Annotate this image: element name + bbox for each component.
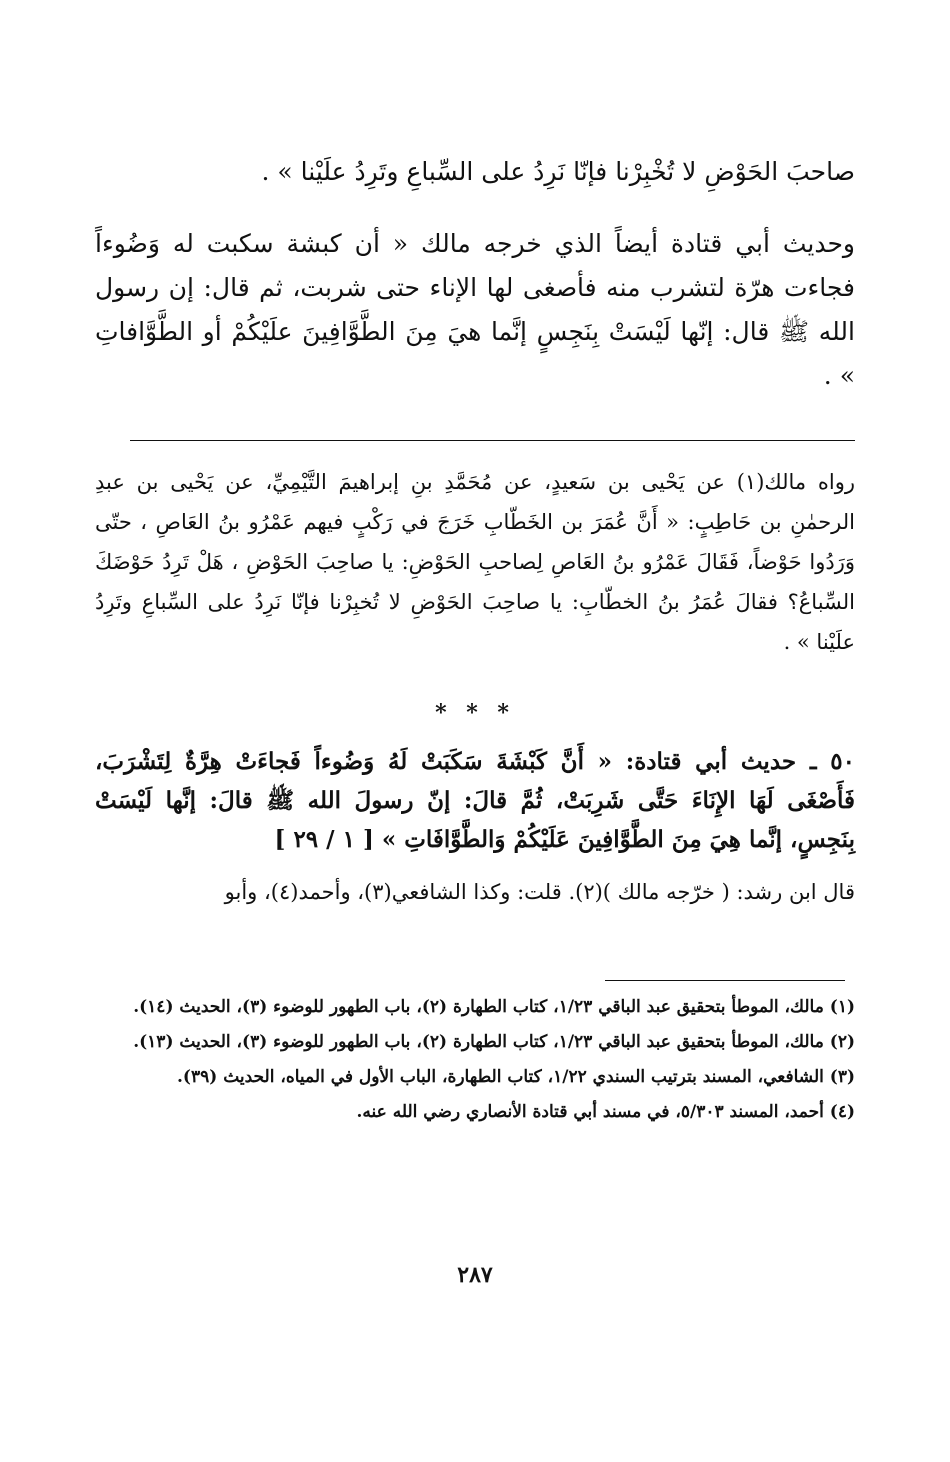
ibn-rushd-quote: قال ابن رشد: ( خرّجه مالك )(٢). قلت: وكذا الشافعي(٣)، وأحمد(٤)، وأبو (224, 880, 855, 904)
footnote-2: (٢) مالك، الموطأ بتحقيق عبد الباقي ١/٢٣، كتاب الطهارة (٢)، باب الطهور للوضوء (٣)، الحديث (١٣). (133, 1032, 855, 1052)
footnote-divider-line (605, 980, 845, 981)
section-separator-stars: * * * (435, 700, 515, 726)
page-number: ٢٨٧ (457, 1262, 493, 1288)
hadith-50-text: ٥٠ ـ حديث أبي قتادة: « أَنَّ كَبْشَةَ سَكَبَتْ لَهُ وَضُوءاً فَجاءَتْ هِرَّةٌ لِتَشْرَبَ، فَأَصْغَى لَهَا الإِنَاءَ حَتَّى شَرِبَتْ، ثُمَّ قالَ: إنّ رسولَ الله ﷺ قالَ: إنَّها لَيْسَتْ بِنَجِسٍ، إنَّما هِيَ مِنَ الطَّوَّافِينَ عَلَيْكُمْ وَالطَّوَّافَاتِ » [ ١ / ٢٩ ] (95, 748, 855, 853)
main-paragraph-abu-qatada: وحديث أبي قتادة أيضاً الذي خرجه مالك « أن كبشة سكبت له وَضُوءاً فجاءت هرّة لتشرب منه فأصغى لها الإناء حتى شربت، ثم قال: إن رسول الله ﷺ قال: إنّها لَيْسَتْ بِنَجِسٍ إنَّما هيَ مِنَ الطَّوَّافِينَ علَيْكُمْ أو الطَّوَّافاتِ » . (95, 229, 855, 390)
footnotes-list (95, 992, 855, 1132)
main-paragraph-continuation: صاحبَ الحَوْضِ لا تُخْبِرْنا فإنّا نَرِدُ على السِّباعِ وتَرِدُ علَيْنا » . (261, 157, 855, 186)
footnote-4: (٤) أحمد، المسند ٥/٣٠٣، في مسند أبي قتادة الأنصاري رضي الله عنه. (356, 1102, 855, 1122)
footnote-3: (٣) الشافعي، المسند بترتيب السندي ١/٢٢، كتاب الطهارة، الباب الأول في المياه، الحديث (٣٩). (177, 1067, 855, 1087)
section-divider-line (130, 440, 855, 441)
narration-note: رواه مالك(١) عن يَحْيى بن سَعيدٍ، عن مُحَمَّدِ بنِ إبراهيمَ التَّيْمِيِّ، عن يَحْيى بن عبدِ الرحمٰنِ بن حَاطِبٍ: « أَنَّ عُمَرَ بن الخَطّابِ خَرَجَ في رَكْبٍ فيهم عَمْرُو بنُ العَاصِ ، حتّى وَرَدُوا حَوْضاً، فَقَالَ عَمْرُو بنُ العَاصِ لِصاحبِ الحَوْضِ: يا صاحِبَ الحَوْضِ ، هَلْ تَرِدُ حَوْضَكَ السِّباعُ؟ فقالَ عُمَرُ بنُ الخطّابِ: يا صاحِبَ الحَوْضِ لا تُخبِرْنا فإنّا نَرِدُ على السِّباعِ وتَرِدُ علَيْنا » . (95, 470, 855, 654)
footnote-1: (١) مالك، الموطأ بتحقيق عبد الباقي ١/٢٣، كتاب الطهارة (٢)، باب الطهور للوضوء (٣)، الحديث (١٤). (133, 997, 855, 1017)
